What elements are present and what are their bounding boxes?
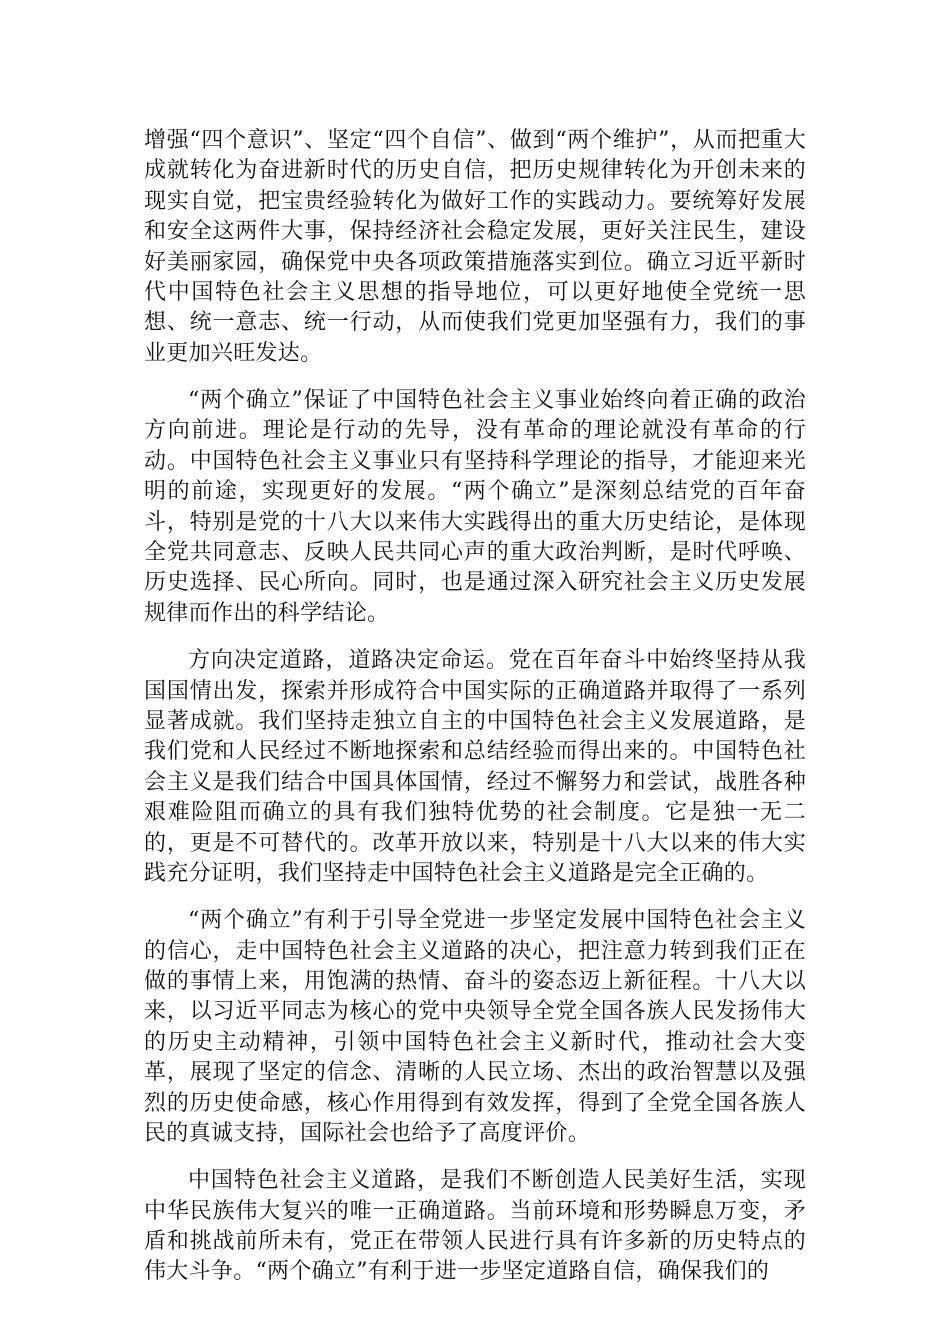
- paragraph-5: 中国特色社会主义道路，是我们不断创造人民美好生活，实现中华民族伟大复兴的唯一正确道路。当前环境和形势瞬息万变，矛盾和挑战前所未有，党正在带领人民进行具有许多新的历史特点的伟大斗争。“两个确立”有利于进一步坚定道路自信，确保我们的: [144, 1168, 806, 1285]
- paragraph-4: “两个确立”有利于引导全党进一步坚定发展中国特色社会主义的信心，走中国特色社会主义道路的决心，把注意力转到我们正在做的事情上来，用饱满的热情、奋斗的姿态迈上新征程。十八大以来，以习近平同志为核心的党中央领导全党全国各族人民发扬伟大的历史主动精神，引领中国特色社会主义新时代，推动社会大变革，展现了坚定的信念、清晰的人民立场、杰出的政治智慧以及强烈的历史使命感，核心作用得到有效发挥，得到了全党全国各族人民的真诚支持，国际社会也给予了高度评价。: [144, 908, 806, 1146]
- paragraph-3: 方向决定道路，道路决定命运。党在百年奋斗中始终坚持从我国国情出发，探索并形成符合中国实际的正确道路并取得了一系列显著成就。我们坚持走独立自主的中国特色社会主义发展道路，是我们党和人民经过不断地探索和总结经验而得出来的。中国特色社会主义是我们结合中国具体国情，经过不懈努力和尝试，战胜各种艰难险阻而确立的具有我们独特优势的社会制度。它是独一无二的，更是不可替代的。改革开放以来，特别是十八大以来的伟大实践充分证明，我们坚持走中国特色社会主义道路是完全正确的。: [144, 648, 806, 886]
- paragraph-1: 增强“四个意识”、坚定“四个自信”、做到“两个维护”，从而把重大成就转化为奋进新时代的历史自信，把历史规律转化为开创未来的现实自觉，把宝贵经验转化为做好工作的实践动力。要统筹好发展和安全这两件大事，保持经济社会稳定发展，更好关注民生，建设好美丽家园，确保党中央各项政策措施落实到位。确立习近平新时代中国特色社会主义思想的指导地位，可以更好地使全党统一思想、统一意志、统一行动，从而使我们党更加坚强有力，我们的事业更加兴旺发达。: [144, 128, 806, 366]
- paragraph-2: “两个确立”保证了中国特色社会主义事业始终向着正确的政治方向前进。理论是行动的先导，没有革命的理论就没有革命的行动。中国特色社会主义事业只有坚持科学理论的指导，才能迎来光明的前途，实现更好的发展。“两个确立”是深刻总结党的百年奋斗，特别是党的十八大以来伟大实践得出的重大历史结论，是体现全党共同意志、反映人民共同心声的重大政治判断，是时代呼唤、历史选择、民心所向。同时，也是通过深入研究社会主义历史发展规律而作出的科学结论。: [144, 388, 806, 626]
- document-body: [144, 126, 806, 1305]
